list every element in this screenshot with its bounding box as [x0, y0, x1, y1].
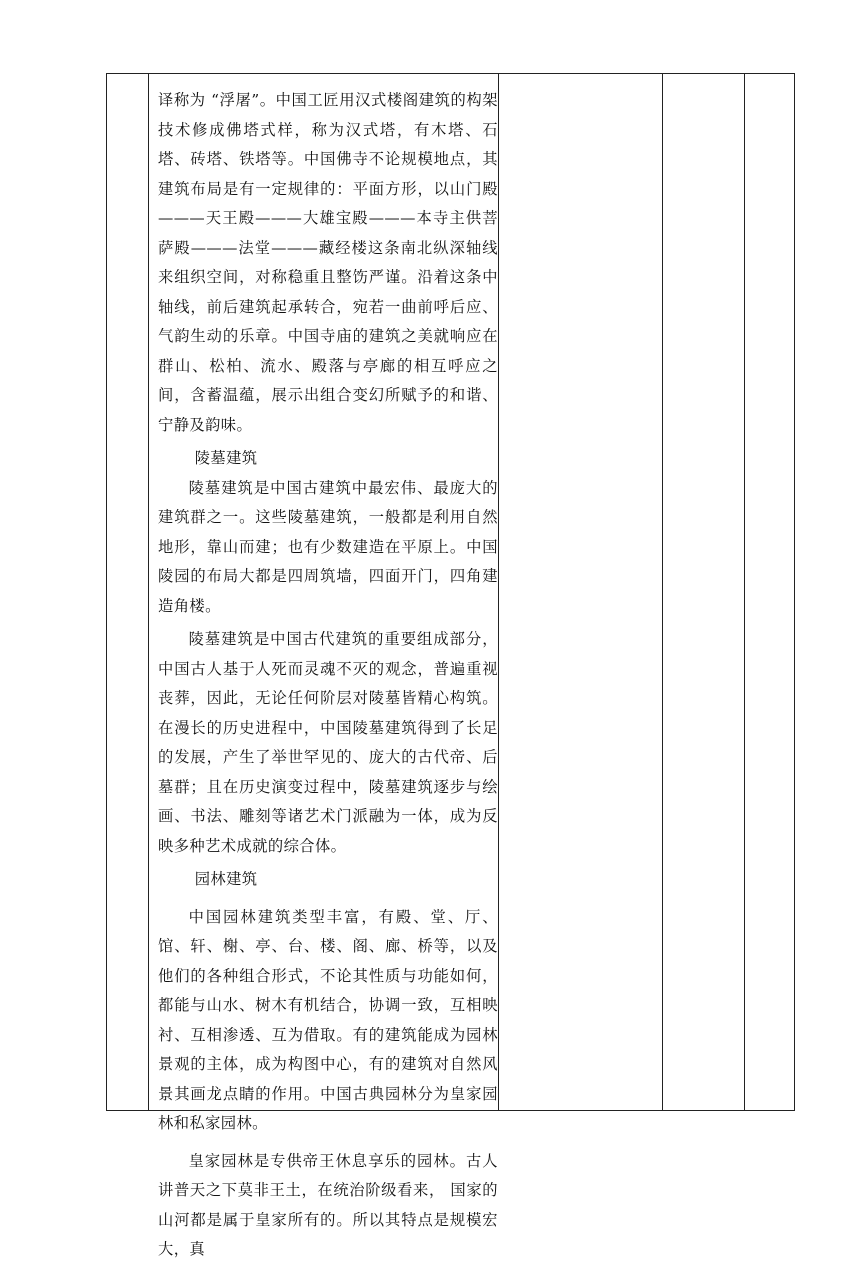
section-heading: 陵墓建筑	[194, 449, 258, 467]
body-paragraph: 皇家园林是专供帝王休息享乐的园林。古人讲普天之下莫非王土，在统治阶级看来， 国家的山河都是属于皇家所有的。所以其特点是规模宏大，真	[158, 1151, 498, 1258]
content-cell	[158, 86, 498, 1265]
section-heading: 园林建筑	[194, 870, 258, 888]
body-paragraph: 陵墓建筑是中国古建筑中最宏伟、最庞大的建筑群之一。这些陵墓建筑，一般都是利用自然地形，靠山而建；也有少数建造在平原上。中国陵园的布局大都是四周筑墙，四面开门，四角建造角楼。	[158, 478, 498, 615]
body-paragraph: 译称为 “浮屠”。中国工匠用汉式楼阁建筑的构架技术修成佛塔式样，称为汉式塔，有木塔、石塔、砖塔、铁塔等。中国佛寺不论规模地点，其建筑布局是有一定规律的：平面方形，以山门殿———天王殿———大雄宝殿———本寺主供菩萨殿———法堂———藏经楼这条南北纵深轴线来组织空间，对称稳重且整饬严谨。沿着这条中轴线，前后建筑起承转合，宛若一曲前呼后应、气韵生动的乐章。中国寺庙的建筑之美就响应在群山、松柏、流水、殿落与亭廊的相互呼应之间，含蓄温蕴，展示出组合变幻所赋予的和谐、宁静及韵味。	[158, 91, 498, 434]
column-divider	[148, 74, 149, 1110]
column-divider	[498, 74, 499, 1110]
column-divider	[744, 74, 745, 1110]
body-paragraph: 陵墓建筑是中国古代建筑的重要组成部分，中国古人基于人死而灵魂不灭的观念，普遍重视丧葬，因此，无论任何阶层对陵墓皆精心构筑。在漫长的历史进程中，中国陵墓建筑得到了长足的发展，产生了举世罕见的、庞大的古代帝、后墓群；且在历史演变过程中，陵墓建筑逐步与绘画、书法、雕刻等诸艺术门派融为一体，成为反映多种艺术成就的综合体。	[158, 630, 498, 855]
body-paragraph: 中国园林建筑类型丰富，有殿、堂、厅、馆、轩、榭、亭、台、楼、阁、廊、桥等，以及他们的各种组合形式，不论其性质与功能如何，都能与山水、树木有机结合，协调一致，互相映衬、互相渗透、互为借取。有的建筑能成为园林景观的主体，成为构图中心，有的建筑对自然风景其画龙点睛的作用。中国古典园林分为皇家园林和私家园林。	[158, 907, 498, 1132]
table	[106, 73, 795, 1258]
column-divider	[662, 74, 663, 1110]
